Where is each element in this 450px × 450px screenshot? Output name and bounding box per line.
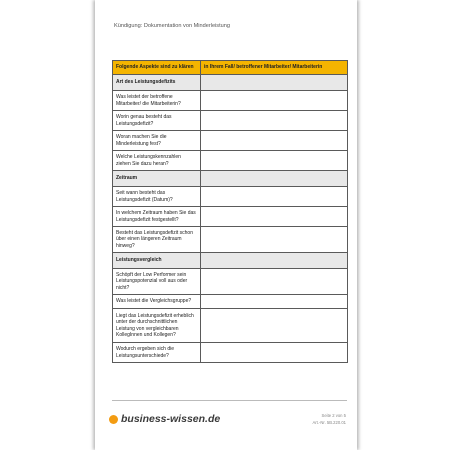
question-cell: Welche Leistungskennzahlen ziehen Sie dazu heran? bbox=[113, 151, 201, 171]
question-cell: Besteht das Leistungsdefizit schon über einen längeren Zeitraum hinweg? bbox=[113, 227, 201, 253]
section-blank-cell bbox=[201, 75, 348, 91]
header-your-case: in Ihrem Fall/ betroffener Mitarbeiter/ Mitarbeiterin bbox=[201, 61, 348, 75]
section-blank-cell bbox=[201, 171, 348, 187]
table-row bbox=[113, 111, 348, 131]
section-title: Art des Leistungsdefizits bbox=[113, 75, 201, 91]
table-row bbox=[113, 131, 348, 151]
question-cell: In welchem Zeitraum haben Sie das Leistungsdefizit festgestellt? bbox=[113, 207, 201, 227]
brand-name: business-wissen.de bbox=[121, 413, 221, 425]
question-cell: Woran machen Sie die Minderleistung fest? bbox=[113, 131, 201, 151]
table-row bbox=[113, 151, 348, 171]
question-cell: Was leistet der betroffene Mitarbeiter/ die Mitarbeiterin? bbox=[113, 91, 201, 111]
question-cell: Was leistet die Vergleichsgruppe? bbox=[113, 295, 201, 309]
table-row bbox=[113, 187, 348, 207]
table-row bbox=[113, 295, 348, 309]
section-title: Zeitraum bbox=[113, 171, 201, 187]
article-number: Art.-Nr. 5B.220.01 bbox=[312, 420, 346, 425]
table-row bbox=[113, 207, 348, 227]
footer-divider bbox=[112, 400, 347, 401]
brand-logo bbox=[109, 412, 220, 426]
answer-cell[interactable] bbox=[201, 227, 348, 253]
section-blank-cell bbox=[201, 253, 348, 269]
table-row bbox=[113, 91, 348, 111]
answer-cell[interactable] bbox=[201, 269, 348, 295]
answer-cell[interactable] bbox=[201, 343, 348, 363]
question-cell: Worin genau besteht das Leistungsdefizit? bbox=[113, 111, 201, 131]
section-row bbox=[113, 171, 348, 187]
document-page bbox=[95, 0, 357, 450]
checklist-table bbox=[112, 60, 348, 363]
answer-cell[interactable] bbox=[201, 309, 348, 343]
question-cell: Schöpft der Low Performer sein Leistungspotenzial voll aus oder nicht? bbox=[113, 269, 201, 295]
answer-cell[interactable] bbox=[201, 207, 348, 227]
table-row bbox=[113, 269, 348, 295]
document-title: Kündigung: Dokumentation von Minderleistung bbox=[114, 23, 230, 29]
section-title: Leistungsvergleich bbox=[113, 253, 201, 269]
section-row bbox=[113, 253, 348, 269]
answer-cell[interactable] bbox=[201, 187, 348, 207]
table-row bbox=[113, 309, 348, 343]
answer-cell[interactable] bbox=[201, 91, 348, 111]
table-header-row bbox=[113, 61, 348, 75]
table-row bbox=[113, 343, 348, 363]
question-cell: Liegt das Leistungsdefizit erheblich unter der durchschnittlichen Leistung von vergleichbaren KollegInnen und Kollegen? bbox=[113, 309, 201, 343]
brand-dot-icon bbox=[109, 415, 118, 424]
header-aspects: Folgende Aspekte sind zu klären bbox=[113, 61, 201, 75]
question-cell: Seit wann besteht das Leistungsdefizit (Datum)? bbox=[113, 187, 201, 207]
table-row bbox=[113, 227, 348, 253]
answer-cell[interactable] bbox=[201, 151, 348, 171]
footer-meta bbox=[312, 412, 346, 426]
section-row bbox=[113, 75, 348, 91]
question-cell: Wodurch ergeben sich die Leistungsunterschiede? bbox=[113, 343, 201, 363]
answer-cell[interactable] bbox=[201, 111, 348, 131]
answer-cell[interactable] bbox=[201, 295, 348, 309]
answer-cell[interactable] bbox=[201, 131, 348, 151]
page-number: Seite 2 von 5 bbox=[321, 413, 346, 418]
